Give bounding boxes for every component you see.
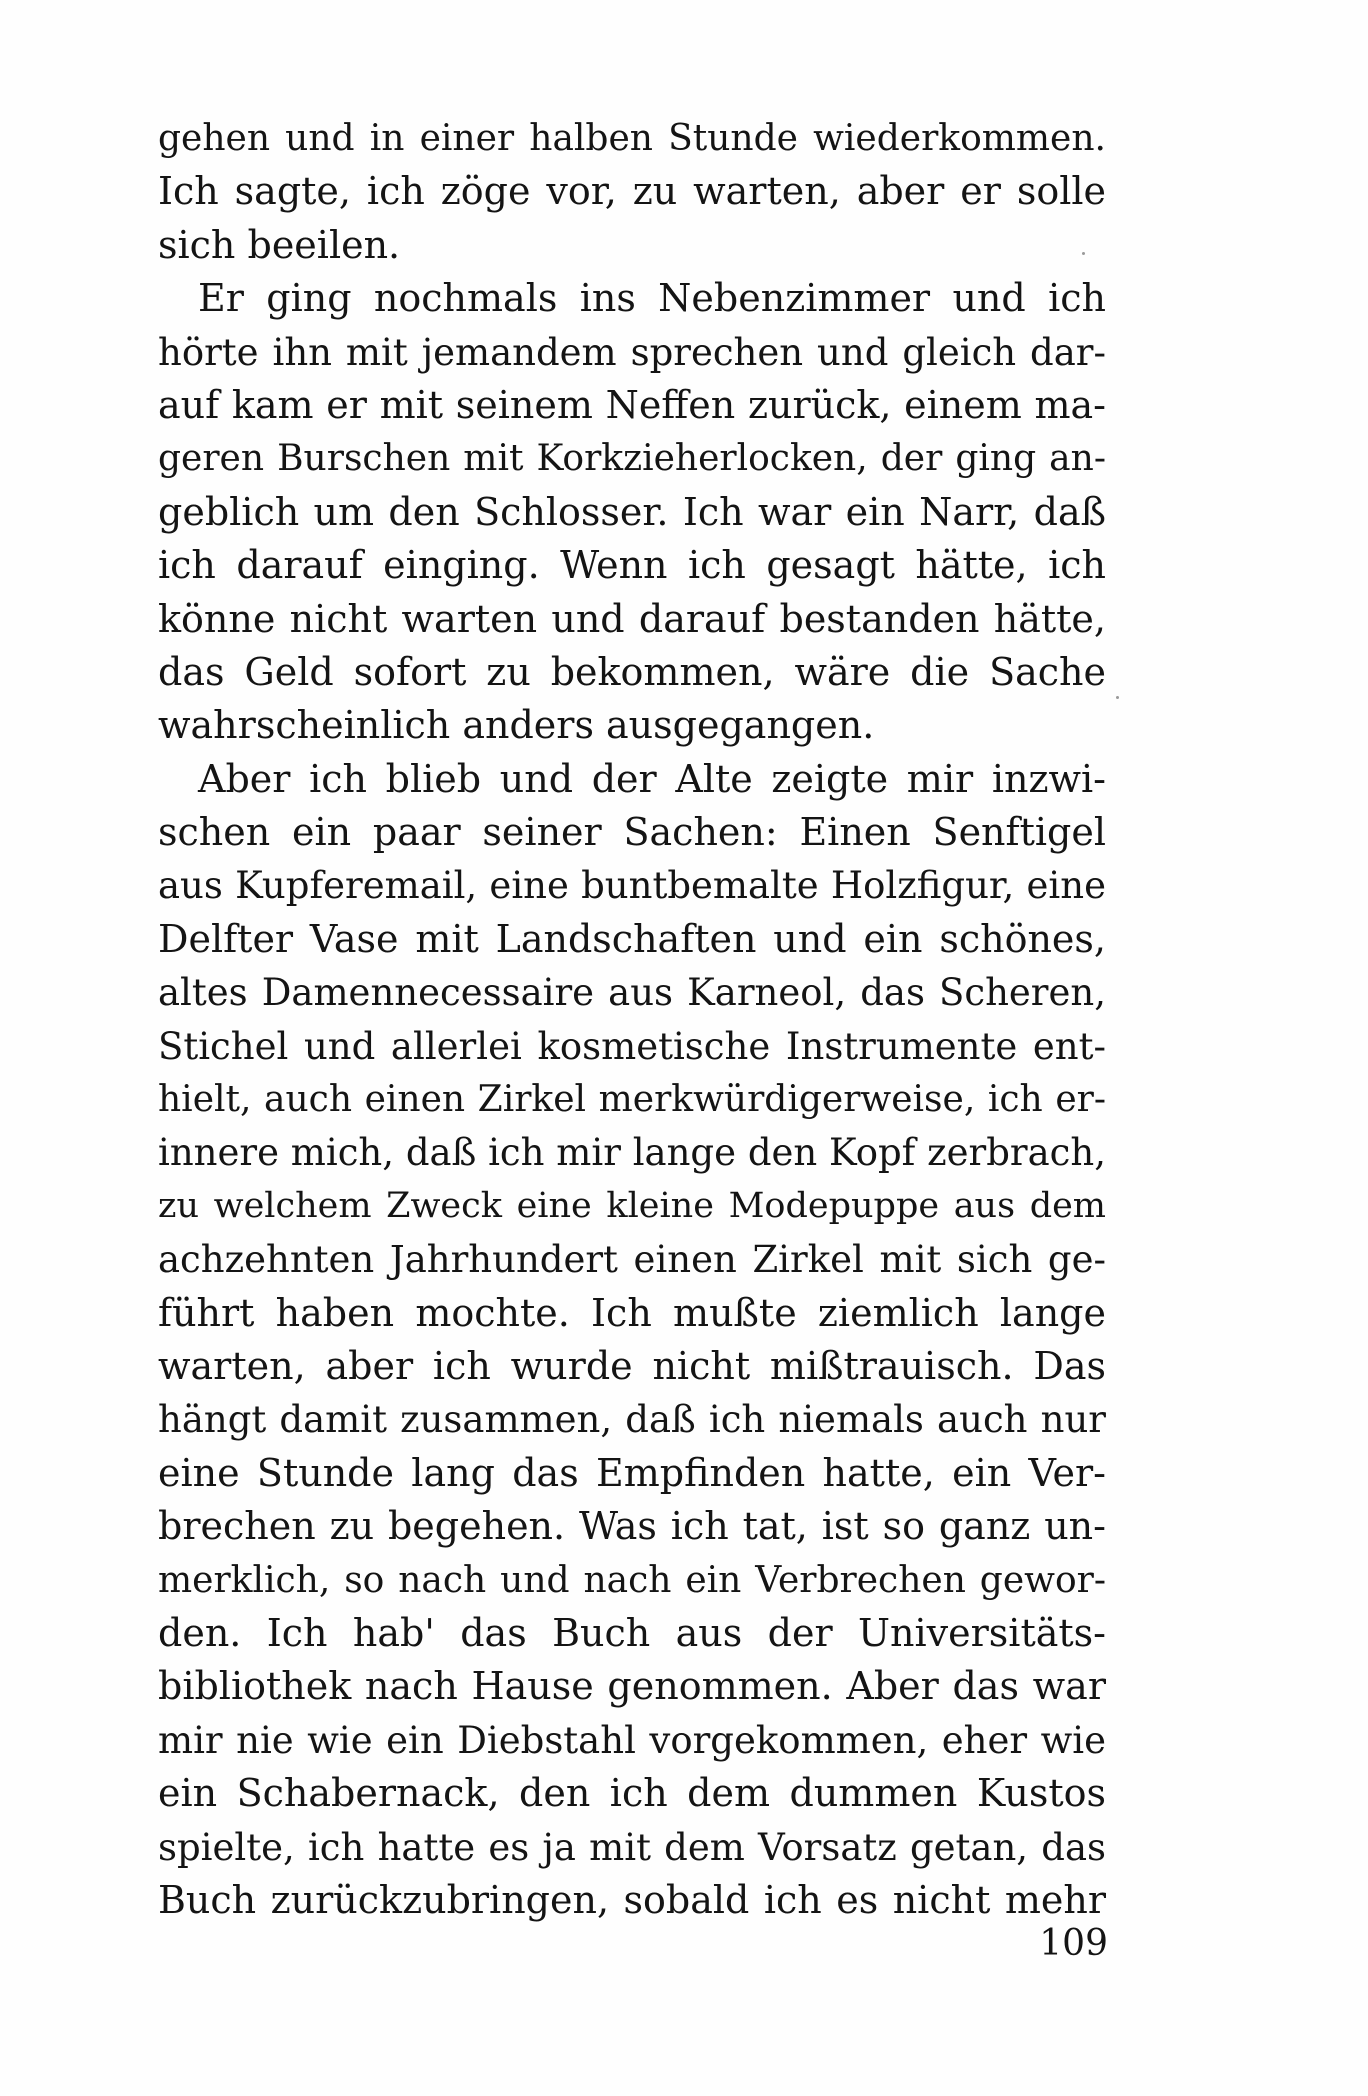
text-line: Delfter Vase mit Landschaften und ein schönes,	[158, 916, 1106, 961]
text-line: führt haben mochte. Ich mußte ziemlich lange	[158, 1290, 1106, 1335]
text-line: spielte, ich hatte es ja mit dem Vorsatz getan, das	[158, 1825, 1106, 1869]
text-line: bibliothek nach Hause genommen. Aber das war	[158, 1664, 1106, 1709]
paragraph-start-line: Er ging nochmals ins Nebenzimmer und ich	[198, 276, 1106, 321]
text-line: mir nie wie ein Diebstahl vorgekommen, eher wie	[158, 1718, 1106, 1762]
text-line: den. Ich hab' das Buch aus der Universitäts-	[158, 1610, 1106, 1655]
text-line: ich darauf einging. Wenn ich gesagt hätte, ich	[158, 543, 1106, 588]
text-line: gehen und in einer halben Stunde wiederkommen.	[158, 118, 1106, 159]
paragraph-start-line: Aber ich blieb und der Alte zeigte mir inzwi-	[198, 756, 1106, 801]
text-line: Ich sagte, ich zöge vor, zu warten, aber er solle	[158, 169, 1106, 214]
text-line: innere mich, daß ich mir lange den Kopf zerbrach,	[158, 1131, 1106, 1175]
text-line: Stichel und allerlei kosmetische Instrumente ent-	[158, 1024, 1106, 1068]
text-line: sich beeilen.	[158, 222, 401, 267]
text-line: hängt damit zusammen, daß ich niemals auch nur	[158, 1398, 1106, 1442]
text-line: zu welchem Zweck eine kleine Modepuppe aus dem	[158, 1185, 1106, 1226]
text-line: hielt, auch einen Zirkel merkwürdigerweise, ich er-	[158, 1079, 1106, 1121]
text-line: aus Kupferemail, eine buntbemalte Holzfigur, eine	[158, 864, 1106, 908]
body-text	[158, 112, 1106, 1927]
text-line: eine Stunde lang das Empfinden hatte, ein Ver-	[158, 1450, 1106, 1495]
text-line: Buch zurückzubringen, sobald ich es nicht mehr	[158, 1877, 1106, 1922]
text-line: schen ein paar seiner Sachen: Einen Senftigel	[158, 810, 1106, 855]
text-line: merklich, so nach und nach ein Verbrechen gewor-	[158, 1559, 1106, 1601]
text-line: wahrscheinlich anders ausgegangen.	[158, 703, 875, 748]
text-line: geren Burschen mit Korkzieherlocken, der ging an-	[158, 438, 1106, 480]
text-line: hörte ihn mit jemandem sprechen und gleich dar-	[158, 330, 1106, 374]
page-number: 109	[1039, 1923, 1108, 1964]
text-line: altes Damennecessaire aus Karneol, das Scheren,	[158, 971, 1106, 1015]
text-line: das Geld sofort zu bekommen, wäre die Sache	[158, 649, 1106, 694]
text-line: geblich um den Schlosser. Ich war ein Narr, daß	[158, 489, 1106, 534]
text-line: ein Schabernack, den ich dem dummen Kustos	[158, 1771, 1106, 1816]
print-speck	[1082, 252, 1085, 255]
print-speck	[1116, 696, 1119, 699]
text-line: warten, aber ich wurde nicht mißtrauisch. Das	[158, 1343, 1106, 1388]
text-line: könne nicht warten und darauf bestanden hätte,	[158, 596, 1106, 641]
text-line: achzehnten Jahrhundert einen Zirkel mit sich ge-	[158, 1238, 1106, 1282]
text-line: auf kam er mit seinem Neffen zurück, einem ma-	[158, 382, 1106, 427]
text-line: brechen zu begehen. Was ich tat, ist so ganz un-	[158, 1504, 1106, 1549]
